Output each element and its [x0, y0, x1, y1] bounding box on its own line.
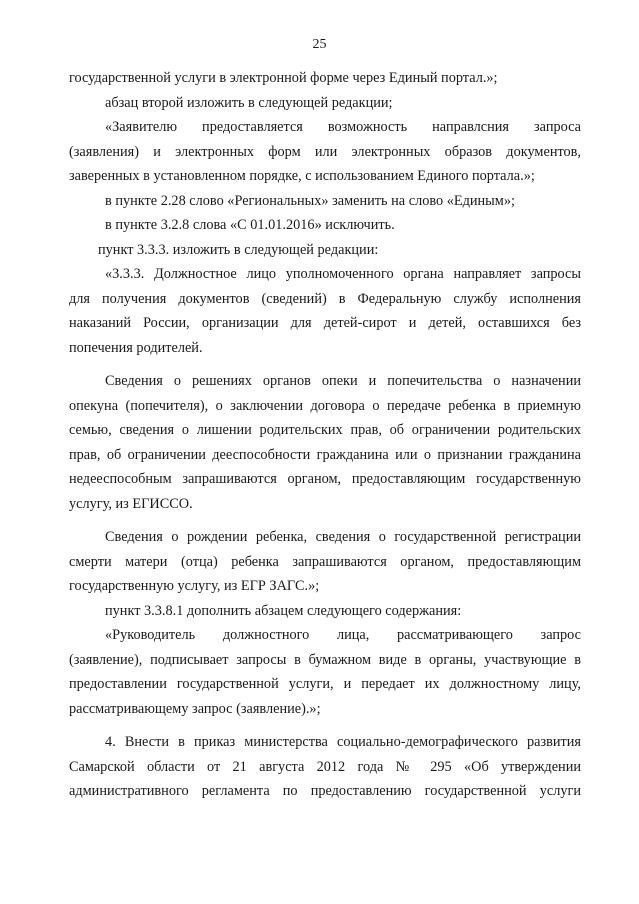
- text-line: государственную услугу, из ЕГР ЗАГС.»;: [69, 578, 320, 594]
- text-line: 4. Внести в приказ министерства социально-демографического развития: [105, 734, 581, 750]
- text-line: абзац второй изложить в следующей редакции;: [105, 94, 393, 111]
- paragraph: [69, 623, 581, 721]
- text-line: «Заявителю предоставляется возможность направлсния запроса: [105, 119, 581, 135]
- text-line: пункт 3.3.8.1 дополнить абзацем следующего содержания:: [105, 602, 462, 619]
- text-line: смерти матери (отца) ребенка запрашиваются органом, предоставляющим: [69, 553, 581, 570]
- paragraph: [69, 91, 581, 116]
- document-body: [69, 66, 581, 804]
- text-line: для получения документов (сведений) в Федеральную службу исполнения: [69, 290, 581, 307]
- text-line: прав, об ограничении дееспособности гражданина или о признании гражданина: [69, 446, 581, 463]
- paragraph: [69, 262, 581, 360]
- text-line: рассматривающему запрос (заявление).»;: [69, 700, 321, 717]
- text-line: (заявления) и электронных форм или электронных образов документов,: [69, 143, 581, 160]
- paragraph: [69, 730, 581, 804]
- text-line: заверенных в установленном порядке, с использованием Единого портала.»;: [69, 168, 535, 184]
- text-line: пункт 3.3.3. изложить в следующей редакции:: [98, 241, 379, 258]
- text-line: административного регламента по предоставлению государственной услуги: [69, 783, 581, 799]
- text-line: попечения родителей.: [69, 339, 203, 356]
- paragraph: [69, 369, 581, 516]
- paragraph: [69, 525, 581, 599]
- text-line: в пункте 3.2.8 слова «С 01.01.2016» исключить.: [105, 217, 395, 233]
- text-line: «3.3.3. Должностное лицо уполномоченного органа направляет запросы: [105, 266, 581, 282]
- paragraph: [69, 115, 581, 189]
- text-line: Сведения о решениях органов опеки и попечительства о назначении: [105, 373, 581, 389]
- text-line: Сведения о рождении ребенка, сведения о государственной регистрации: [105, 529, 581, 545]
- paragraph: [69, 189, 581, 214]
- paragraph: [69, 66, 581, 91]
- text-line: опекуна (попечителя), о заключении договора о передаче ребенка в приемную: [69, 397, 581, 414]
- text-line: предоставлении государственной услуги, и передает их должностному лицу,: [69, 676, 581, 692]
- text-line: (заявление), подписывает запросы в бумажном виде в органы, участвующие в: [69, 651, 581, 668]
- page-number: 25: [312, 37, 327, 52]
- text-line: Самарской области от 21 августа 2012 года № 295 «Об утверждении: [69, 758, 581, 775]
- paragraph: [69, 238, 581, 263]
- text-line: семью, сведения о лишении родительских прав, об ограничении родительских: [69, 422, 581, 438]
- text-line: государственной услуги в электронной форме через Единый портал.»;: [69, 70, 498, 86]
- paragraph: [69, 213, 581, 238]
- text-line: наказаний России, организации для детей-сирот и детей, оставшихся без: [69, 315, 581, 331]
- text-line: услугу, из ЕГИССО.: [69, 495, 193, 512]
- text-line: в пункте 2.28 слово «Региональных» заменить на слово «Единым»;: [105, 192, 515, 209]
- text-line: недееспособным запрашиваются органом, предоставляющим государственную: [69, 471, 581, 487]
- paragraph: [69, 599, 581, 624]
- text-line: «Руководитель должностного лица, рассматривающего запрос: [105, 627, 581, 643]
